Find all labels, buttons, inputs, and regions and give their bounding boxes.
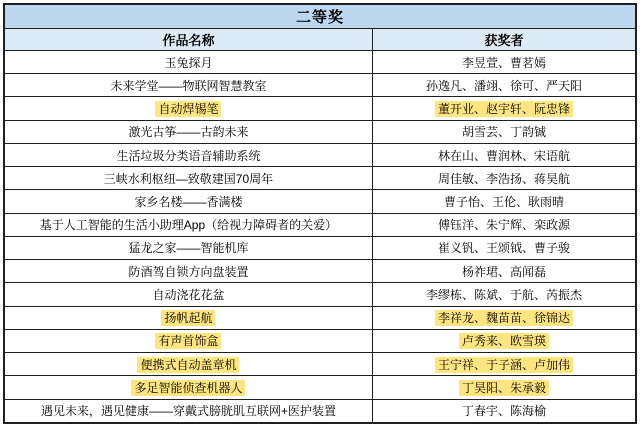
table-row bbox=[4, 353, 636, 376]
work-cell bbox=[4, 260, 372, 283]
work-text: 激光古筝——古韵未来 bbox=[128, 125, 249, 140]
work-text: 有声首饰盒 bbox=[155, 333, 221, 349]
work-text: 基于人工智能的生活小助理App（给视力障碍者的关爱） bbox=[39, 218, 338, 233]
winners-cell bbox=[372, 306, 636, 329]
winners-text: 曹子怡、王伦、耿雨晴 bbox=[443, 195, 564, 210]
work-cell bbox=[4, 167, 372, 190]
winners-cell bbox=[372, 51, 636, 74]
winners-cell bbox=[372, 329, 636, 352]
table-row bbox=[4, 399, 636, 423]
winners-text: 王宁祥、于子涵、卢加伟 bbox=[435, 357, 573, 373]
winners-cell bbox=[372, 376, 636, 399]
work-text: 猛龙之家——智能机库 bbox=[128, 241, 249, 256]
winners-text: 崔义钒、王颂钺、曹子骏 bbox=[437, 241, 570, 256]
table-row bbox=[4, 143, 636, 166]
work-text: 扬帆起航 bbox=[161, 310, 215, 326]
table-row bbox=[4, 306, 636, 329]
winners-cell bbox=[372, 190, 636, 213]
work-text: 玉兔探月 bbox=[164, 55, 213, 70]
winners-cell bbox=[372, 353, 636, 376]
winners-text: 卢秀来、欧雪瑛 bbox=[459, 333, 549, 349]
winners-text: 孙逸凡、潘翊、徐可、严天阳 bbox=[425, 78, 582, 93]
winners-text: 胡雪芸、丁韵铖 bbox=[461, 125, 546, 140]
winners-text: 林在山、曹润林、宋语航 bbox=[437, 148, 570, 163]
table-body bbox=[4, 51, 636, 424]
table-row bbox=[4, 213, 636, 236]
table-row bbox=[4, 167, 636, 190]
work-text: 多足智能侦查机器人 bbox=[131, 380, 245, 396]
table-header-row bbox=[4, 29, 636, 51]
column-header-winners: 获奖者 bbox=[372, 29, 636, 51]
work-cell bbox=[4, 51, 372, 74]
winners-text: 丁春宇、陈海榆 bbox=[461, 404, 546, 419]
table-title-row bbox=[4, 4, 636, 29]
table-row bbox=[4, 329, 636, 352]
winners-cell bbox=[372, 260, 636, 283]
work-cell bbox=[4, 190, 372, 213]
work-cell bbox=[4, 283, 372, 306]
work-cell bbox=[4, 329, 372, 352]
winners-cell bbox=[372, 97, 636, 120]
table-row bbox=[4, 97, 636, 120]
table-row bbox=[4, 283, 636, 306]
work-cell bbox=[4, 97, 372, 120]
winners-text: 傅钰洋、朱宁辉、栾政源 bbox=[437, 218, 570, 233]
winners-cell bbox=[372, 120, 636, 143]
winners-cell bbox=[372, 74, 636, 97]
table-row bbox=[4, 120, 636, 143]
winners-cell bbox=[372, 167, 636, 190]
award-table bbox=[3, 3, 637, 424]
work-text: 三峡水利枢纽—致敬建国70周年 bbox=[103, 171, 274, 186]
winners-cell bbox=[372, 399, 636, 423]
winners-text: 李缪栋、陈斌、于航、芮振杰 bbox=[425, 287, 582, 302]
work-cell bbox=[4, 399, 372, 423]
work-cell bbox=[4, 306, 372, 329]
winners-text: 周佳敏、李浩扬、蒋昊航 bbox=[437, 171, 570, 186]
winners-text: 李祥龙、魏苗苗、徐锦达 bbox=[435, 310, 573, 326]
work-text: 自动焊锡笔 bbox=[155, 101, 221, 117]
winners-cell bbox=[372, 283, 636, 306]
winners-text: 杨祚珺、高闻磊 bbox=[461, 264, 546, 279]
work-text: 生活垃圾分类语音辅助系统 bbox=[116, 148, 261, 163]
table-row bbox=[4, 190, 636, 213]
column-header-work: 作品名称 bbox=[4, 29, 372, 51]
table-title: 二等奖 bbox=[4, 4, 636, 29]
winners-text: 李昱萱、曹茗嫣 bbox=[461, 55, 546, 70]
work-cell bbox=[4, 143, 372, 166]
work-text: 便携式自动盖章机 bbox=[137, 357, 239, 373]
work-cell bbox=[4, 236, 372, 259]
winners-cell bbox=[372, 236, 636, 259]
winners-cell bbox=[372, 143, 636, 166]
table-row bbox=[4, 376, 636, 399]
work-cell bbox=[4, 74, 372, 97]
work-text: 防酒驾自锁方向盘装置 bbox=[128, 264, 249, 279]
work-text: 自动浇花花盆 bbox=[152, 287, 225, 302]
table-row bbox=[4, 236, 636, 259]
table-row bbox=[4, 260, 636, 283]
work-cell bbox=[4, 353, 372, 376]
winners-text: 丁昊阳、朱承毅 bbox=[459, 380, 549, 396]
work-text: 家乡名楼——香满楼 bbox=[134, 195, 243, 210]
work-text: 遇见未来，遇见健康——穿戴式膀胱肌互联网+医护装置 bbox=[40, 404, 336, 419]
work-cell bbox=[4, 120, 372, 143]
table-row bbox=[4, 74, 636, 97]
work-cell bbox=[4, 213, 372, 236]
work-text: 未来学堂——物联网智慧教室 bbox=[110, 78, 267, 93]
table-row bbox=[4, 51, 636, 74]
winners-cell bbox=[372, 213, 636, 236]
winners-text: 董开业、赵宇轩、阮忠锋 bbox=[435, 101, 573, 117]
work-cell bbox=[4, 376, 372, 399]
